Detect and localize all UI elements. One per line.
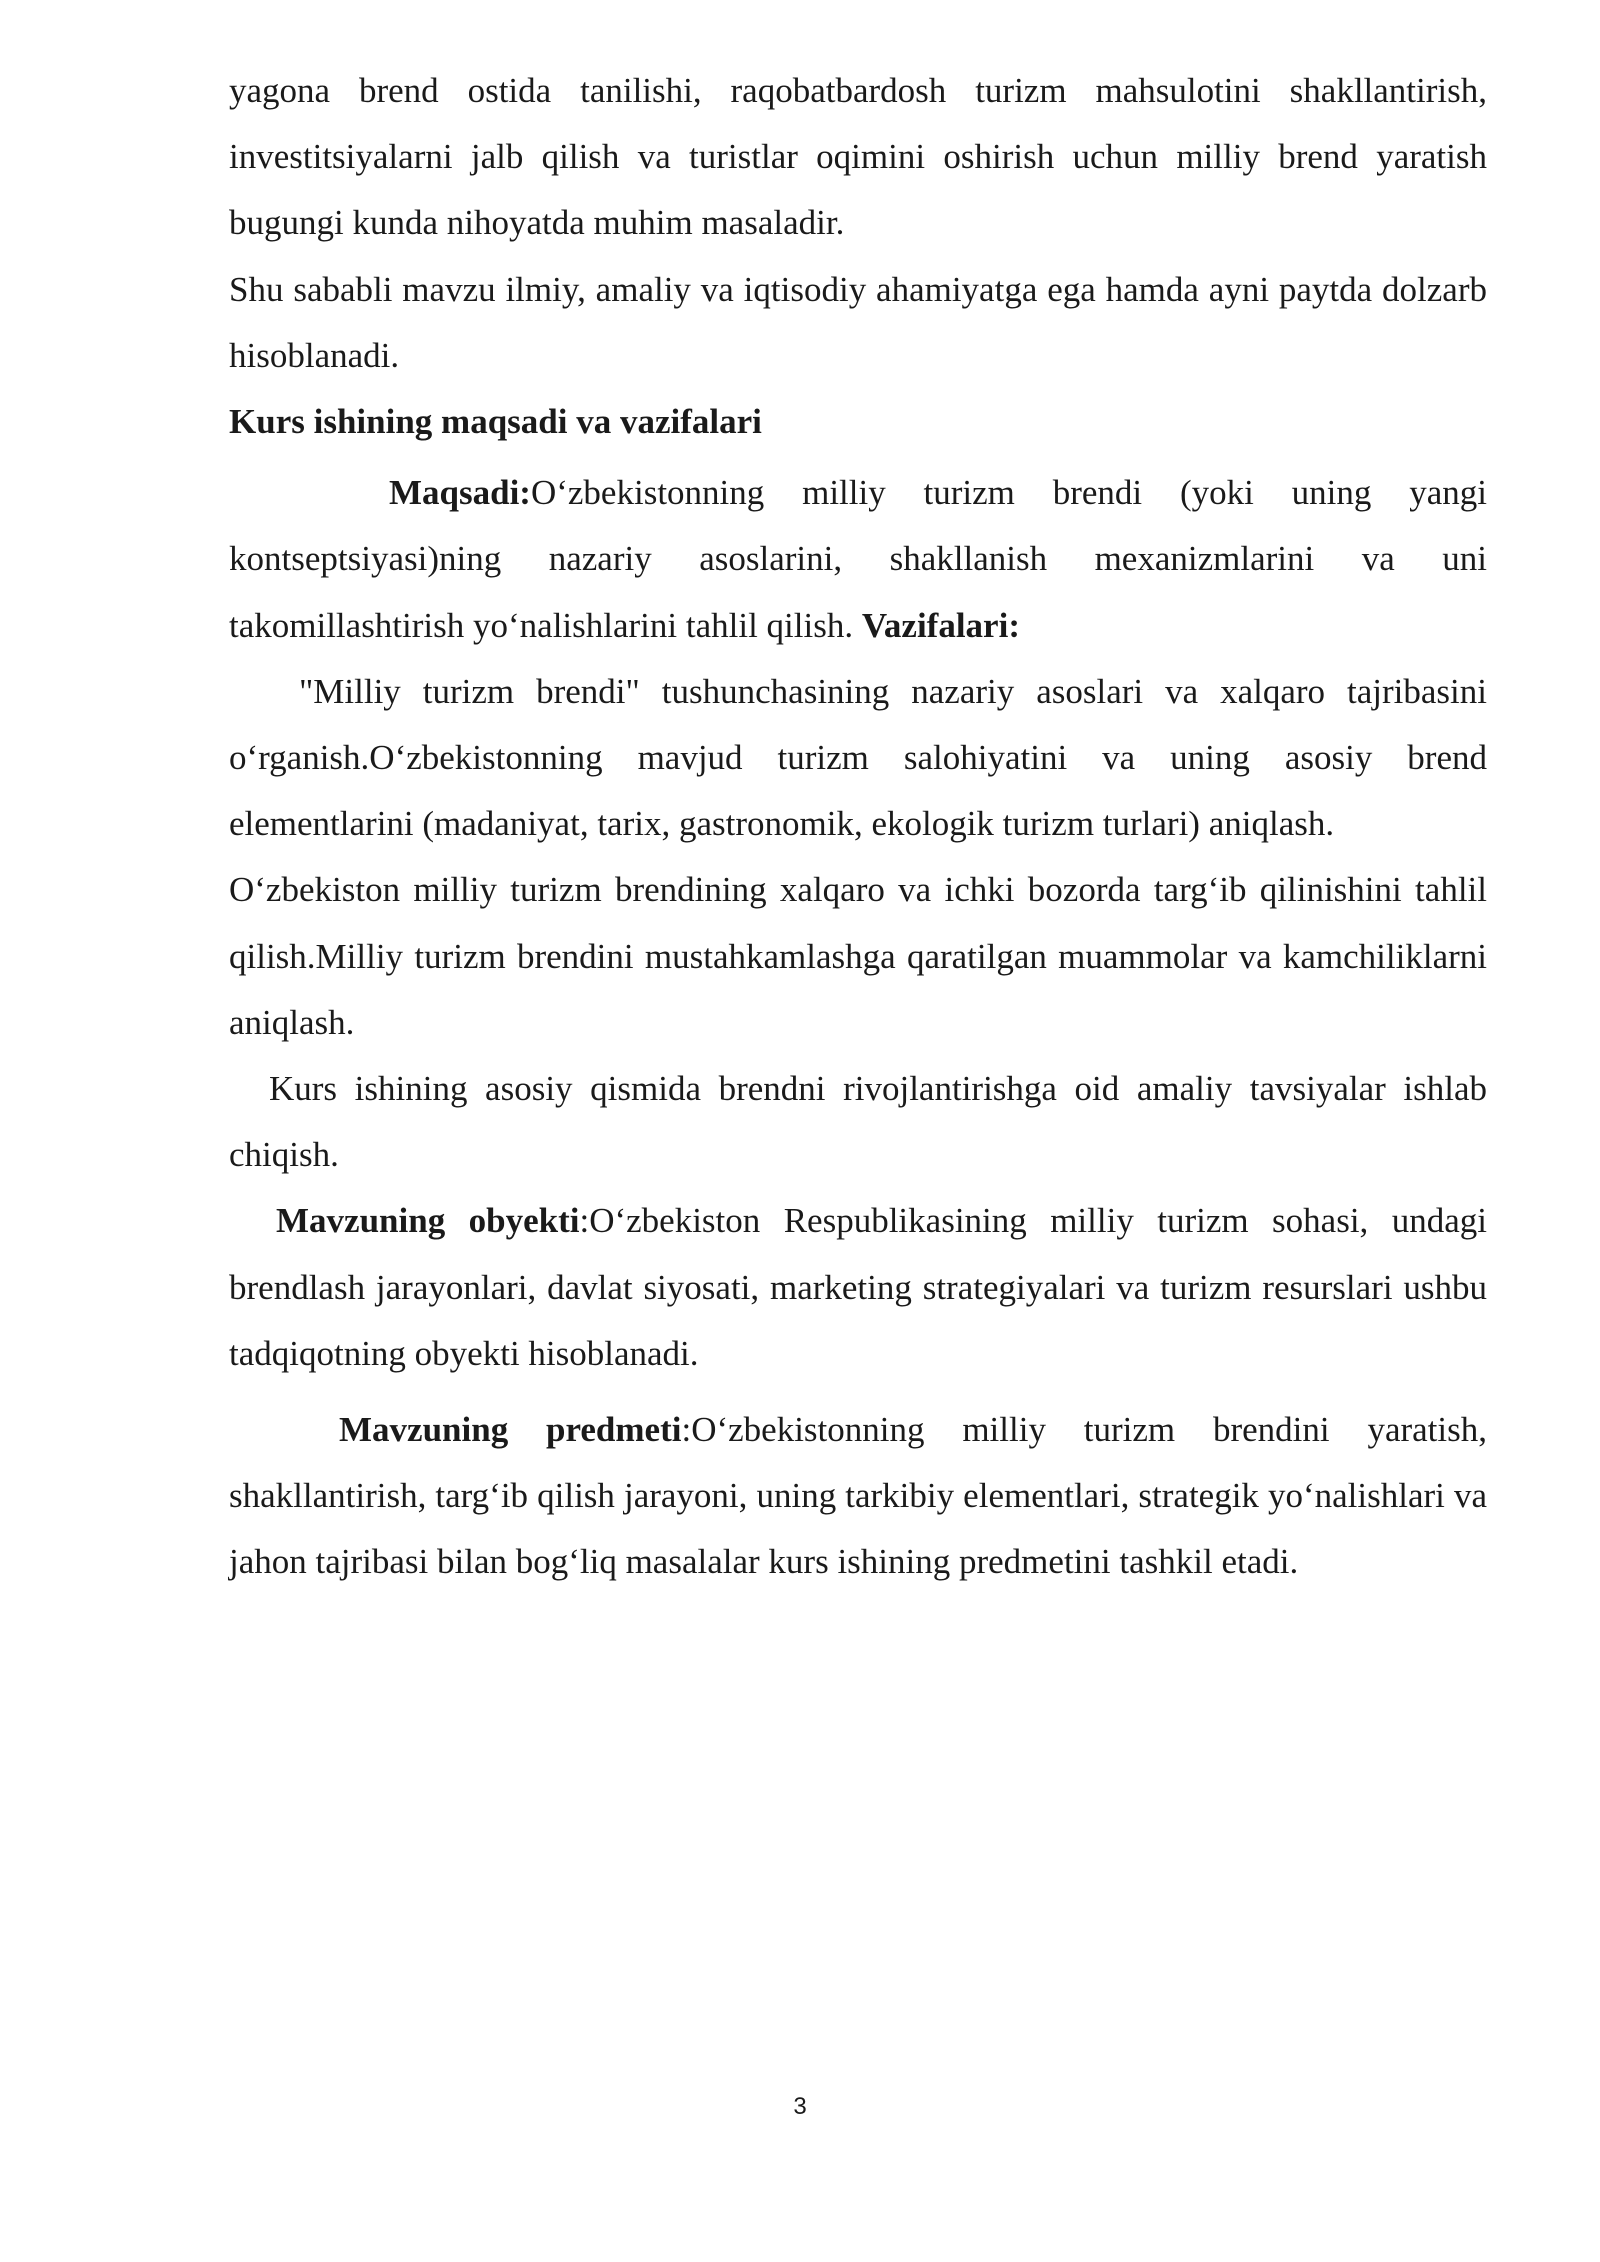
object-paragraph: [229, 1188, 1487, 1387]
tasks-paragraph-1: "Milliy turizm brendi" tushunchasining nazariy asoslari va xalqaro tajribasini o‘rganish.O‘zbekistonning mavjud turizm salohiyatini va uning asosiy brend elementlarini (madaniyat, tarix, gastronomik, ekologik turizm turlari) aniqlash.: [229, 671, 1487, 844]
tasks-paragraph-3: Kurs ishining asosiy qismida brendni rivojlantirishga oid amaliy tavsiyalar ishlab chiqish.: [229, 1069, 1487, 1175]
subject-label: Mavzuning predmeti: [339, 1410, 682, 1450]
subject-text: :O‘zbekistonning milliy turizm brendini yaratish, shakllantirish, targ‘ib qilish jarayoni, uning tarkibiy elementlari, strategik yo‘nalishlari va jahon tajribasi bilan bog‘liq masalalar kurs ishining predmetini tashkil etadi.: [229, 1410, 1487, 1582]
subject-paragraph: [229, 1397, 1487, 1596]
goal-text: O‘zbekistonning milliy turizm brendi (yoki uning yangi kontseptsiyasi)ning nazariy asoslarini, shakllanish mexanizmlarini va uni takomillashtirish yo‘nalishlarini tahlil qilish.: [229, 473, 1487, 645]
document-body: [229, 58, 1487, 1596]
page-number: 3: [793, 2093, 807, 2120]
goal-label: Maqsadi:: [389, 473, 531, 513]
object-label: Mavzuning obyekti: [276, 1201, 580, 1241]
tasks-paragraph-2: O‘zbekiston milliy turizm brendining xalqaro va ichki bozorda targ‘ib qilinishini tahlil qilish.Milliy turizm brendini mustahkamlashga qaratilgan muammolar va kamchiliklarni aniqlash.: [229, 870, 1487, 1042]
tasks-label: Vazifalari:: [861, 605, 1020, 645]
section-heading: Kurs ishining maqsadi va vazifalari: [229, 402, 762, 442]
object-text: :O‘zbekiston Respublikasining milliy turizm sohasi, undagi brendlash jarayonlari, davlat siyosati, marketing strategiyalari va turizm resurslari ushbu tadqiqotning obyekti hisoblanadi.: [229, 1201, 1487, 1373]
intro-paragraph: yagona brend ostida tanilishi, raqobatbardosh turizm mahsulotini shakllantirish, investitsiyalarni jalb qilish va turistlar oqimini oshirish uchun milliy brend yaratish bugungi kunda nihoyatda muhim masaladir.: [229, 71, 1487, 243]
relevance-paragraph: Shu sababli mavzu ilmiy, amaliy va iqtisodiy ahamiyatga ega hamda ayni paytda dolzarb hisoblanadi.: [229, 269, 1487, 375]
goal-paragraph: [229, 460, 1487, 659]
